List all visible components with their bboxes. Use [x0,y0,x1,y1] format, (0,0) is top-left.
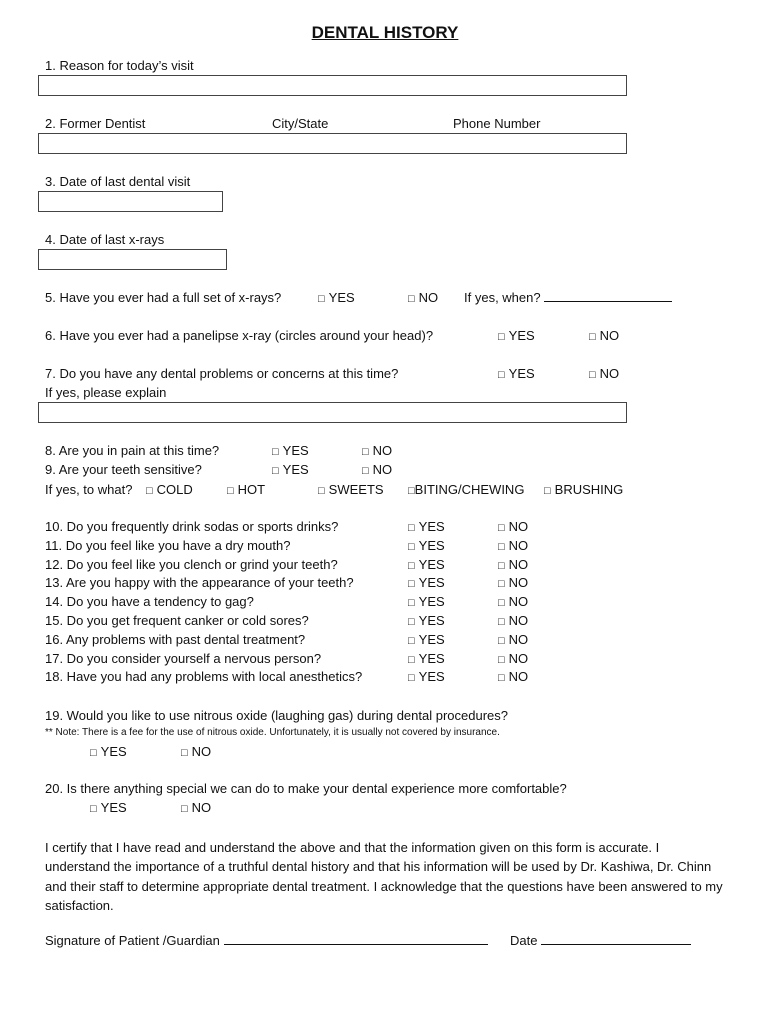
checkbox-icon[interactable]: □ [408,522,415,534]
checkbox-icon[interactable]: □ [408,485,415,497]
yes-label: YES [100,800,127,815]
yes-label: YES [508,366,535,381]
no-label: NO [508,575,529,590]
yes-label: YES [418,669,445,684]
q2-phone-label: Phone Number [453,116,541,131]
q5-no-option[interactable] [408,291,438,305]
former-dentist-input[interactable] [38,133,627,154]
checkbox-icon[interactable]: □ [408,293,415,305]
checkbox-icon[interactable]: □ [408,616,415,628]
yes-option[interactable] [408,614,445,628]
yes-label: YES [282,443,309,458]
checkbox-icon[interactable]: □ [589,331,596,343]
yes-label: YES [418,613,445,628]
checkbox-icon[interactable]: □ [544,485,551,497]
no-label: NO [372,462,393,477]
no-label: NO [418,290,439,305]
question-label: 18. Have you had any problems with local anesthetics? [45,669,363,684]
q9-no-option[interactable] [362,463,392,477]
checkbox-icon[interactable]: □ [181,747,188,759]
checkbox-icon[interactable]: □ [498,331,505,343]
q2-former-label: 2. Former Dentist [45,116,146,131]
question-label: 16. Any problems with past dental treatment? [45,632,306,647]
q1-label: 1. Reason for today’s visit [45,58,194,73]
explain-input[interactable] [38,402,627,423]
reason-input[interactable] [38,75,627,96]
q2-city-label: City/State [272,116,329,131]
checkbox-icon[interactable]: □ [498,541,505,553]
checkbox-icon[interactable]: □ [408,654,415,666]
no-label: NO [508,632,529,647]
checkbox-icon[interactable]: □ [408,541,415,553]
checkbox-icon[interactable]: □ [362,465,369,477]
date-label: Date [510,933,538,948]
sweets-label: SWEETS [328,482,384,497]
checkbox-icon[interactable]: □ [181,803,188,815]
no-label: NO [508,594,529,609]
yes-label: YES [100,744,127,759]
signature-label: Signature of Patient /Guardian [45,933,220,948]
checkbox-icon[interactable]: □ [146,485,153,497]
checkbox-icon[interactable]: □ [498,616,505,628]
yes-option[interactable] [408,670,445,684]
question-label: 17. Do you consider yourself a nervous person? [45,651,322,666]
no-option[interactable] [498,576,528,590]
q5-when-label: If yes, when? [464,290,541,305]
checkbox-icon[interactable]: □ [498,560,505,572]
cold-option[interactable] [146,483,193,497]
yes-option[interactable] [408,633,445,647]
checkbox-icon[interactable]: □ [408,578,415,590]
no-label: NO [508,519,529,534]
last-xray-input[interactable] [38,249,227,270]
q19-no-option[interactable] [181,745,211,759]
q6-yes-option[interactable] [498,329,535,343]
hot-option[interactable] [227,483,265,497]
question-label: 13. Are you happy with the appearance of your teeth? [45,575,354,590]
q5-label: 5. Have you ever had a full set of x-rays? [45,290,282,305]
question-label: 12. Do you feel like you clench or grind your teeth? [45,557,338,572]
yes-option[interactable] [408,576,445,590]
yes-label: YES [418,594,445,609]
page-title: DENTAL HISTORY [311,23,459,42]
yes-label: YES [418,632,445,647]
yes-option[interactable] [408,558,445,572]
checkbox-icon[interactable]: □ [498,597,505,609]
checkbox-icon[interactable]: □ [408,597,415,609]
checkbox-icon[interactable]: □ [272,446,279,458]
checkbox-icon[interactable]: □ [498,369,505,381]
biting-label: BITING/CHEWING [414,482,525,497]
q6-label: 6. Have you ever had a panelipse x-ray (circles around your head)? [45,328,434,343]
q19-yes-option[interactable] [90,745,127,759]
no-option[interactable] [498,520,528,534]
yes-label: YES [508,328,535,343]
question-label: 15. Do you get frequent canker or cold sores? [45,613,309,628]
sensitivity-label: If yes, to what? [45,482,133,497]
q4-label: 4. Date of last x-rays [45,232,165,247]
no-label: NO [599,328,620,343]
yes-label: YES [418,651,445,666]
q5-when [464,291,672,304]
q7-yes-option[interactable] [498,367,535,381]
checkbox-icon[interactable]: □ [498,635,505,647]
no-option[interactable] [498,614,528,628]
q20-yes-option[interactable] [90,801,127,815]
signature-line[interactable] [224,943,488,945]
q5-yes-option[interactable] [318,291,355,305]
no-option[interactable] [498,633,528,647]
checkbox-icon[interactable]: □ [90,747,97,759]
q5-when-line[interactable] [544,300,672,302]
checkbox-icon[interactable]: □ [498,522,505,534]
q7-no-option[interactable] [589,367,619,381]
yes-label: YES [418,557,445,572]
no-label: NO [191,744,212,759]
q20-label: 20. Is there anything special we can do to make your dental experience more comfortable? [45,781,567,796]
yes-option[interactable] [408,595,445,609]
q9-label: 9. Are your teeth sensitive? [45,462,202,477]
brushing-option[interactable] [544,483,623,497]
q19-note: ** Note: There is a fee for the use of nitrous oxide. Unfortunately, it is usually not covered by insurance. [45,727,500,738]
no-label: NO [508,669,529,684]
no-option[interactable] [498,539,528,553]
question-label: 11. Do you feel like you have a dry mouth? [45,538,291,553]
yes-label: YES [418,575,445,590]
checkbox-icon[interactable]: □ [498,578,505,590]
q7-explain-label: If yes, please explain [45,385,167,400]
yes-option[interactable] [408,539,445,553]
q19-label: 19. Would you like to use nitrous oxide (laughing gas) during dental procedures? [45,708,508,723]
no-label: NO [508,557,529,572]
checkbox-icon[interactable]: □ [318,485,325,497]
question-label: 10. Do you frequently drink sodas or sports drinks? [45,519,339,534]
no-option[interactable] [498,652,528,666]
checkbox-icon[interactable]: □ [498,672,505,684]
no-option[interactable] [498,595,528,609]
no-label: NO [508,613,529,628]
checkbox-icon[interactable]: □ [362,446,369,458]
checkbox-icon[interactable]: □ [408,635,415,647]
hot-label: HOT [237,482,266,497]
yes-option[interactable] [408,520,445,534]
date-row [510,934,691,947]
checkbox-icon[interactable]: □ [318,293,325,305]
checkbox-icon[interactable]: □ [227,485,234,497]
no-label: NO [191,800,212,815]
q20-no-option[interactable] [181,801,211,815]
yes-option[interactable] [408,652,445,666]
no-option[interactable] [498,558,528,572]
yes-label: YES [418,538,445,553]
biting-option[interactable] [408,483,524,497]
q8-label: 8. Are you in pain at this time? [45,443,220,458]
q7-label: 7. Do you have any dental problems or concerns at this time? [45,366,399,381]
q8-yes-option[interactable] [272,444,309,458]
yes-label: YES [328,290,355,305]
yes-label: YES [282,462,309,477]
no-label: NO [599,366,620,381]
brushing-label: BRUSHING [554,482,624,497]
checkbox-icon[interactable]: □ [498,654,505,666]
no-option[interactable] [498,670,528,684]
no-label: NO [508,651,529,666]
no-label: NO [508,538,529,553]
checkbox-icon[interactable]: □ [589,369,596,381]
no-label: NO [372,443,393,458]
checkbox-icon[interactable]: □ [408,560,415,572]
yes-label: YES [418,519,445,534]
q8-no-option[interactable] [362,444,392,458]
checkbox-icon[interactable]: □ [408,672,415,684]
sweets-option[interactable] [318,483,384,497]
signature-row [45,934,488,947]
last-visit-input[interactable] [38,191,223,212]
q9-yes-option[interactable] [272,463,309,477]
question-label: 14. Do you have a tendency to gag? [45,594,254,609]
q3-label: 3. Date of last dental visit [45,174,191,189]
cold-label: COLD [156,482,193,497]
date-line[interactable] [541,943,691,945]
q6-no-option[interactable] [589,329,619,343]
checkbox-icon[interactable]: □ [90,803,97,815]
checkbox-icon[interactable]: □ [272,465,279,477]
certification-text: I certify that I have read and understand the above and that the information given on this form is accurate. I understand the importance of a truthful dental history and that his information will be used by Dr. Kashiwa, Dr. Chinn and their staff to determine appropriate dental treatment. I acknowledge that the questions have been answered to my satisfaction. [45,840,723,914]
